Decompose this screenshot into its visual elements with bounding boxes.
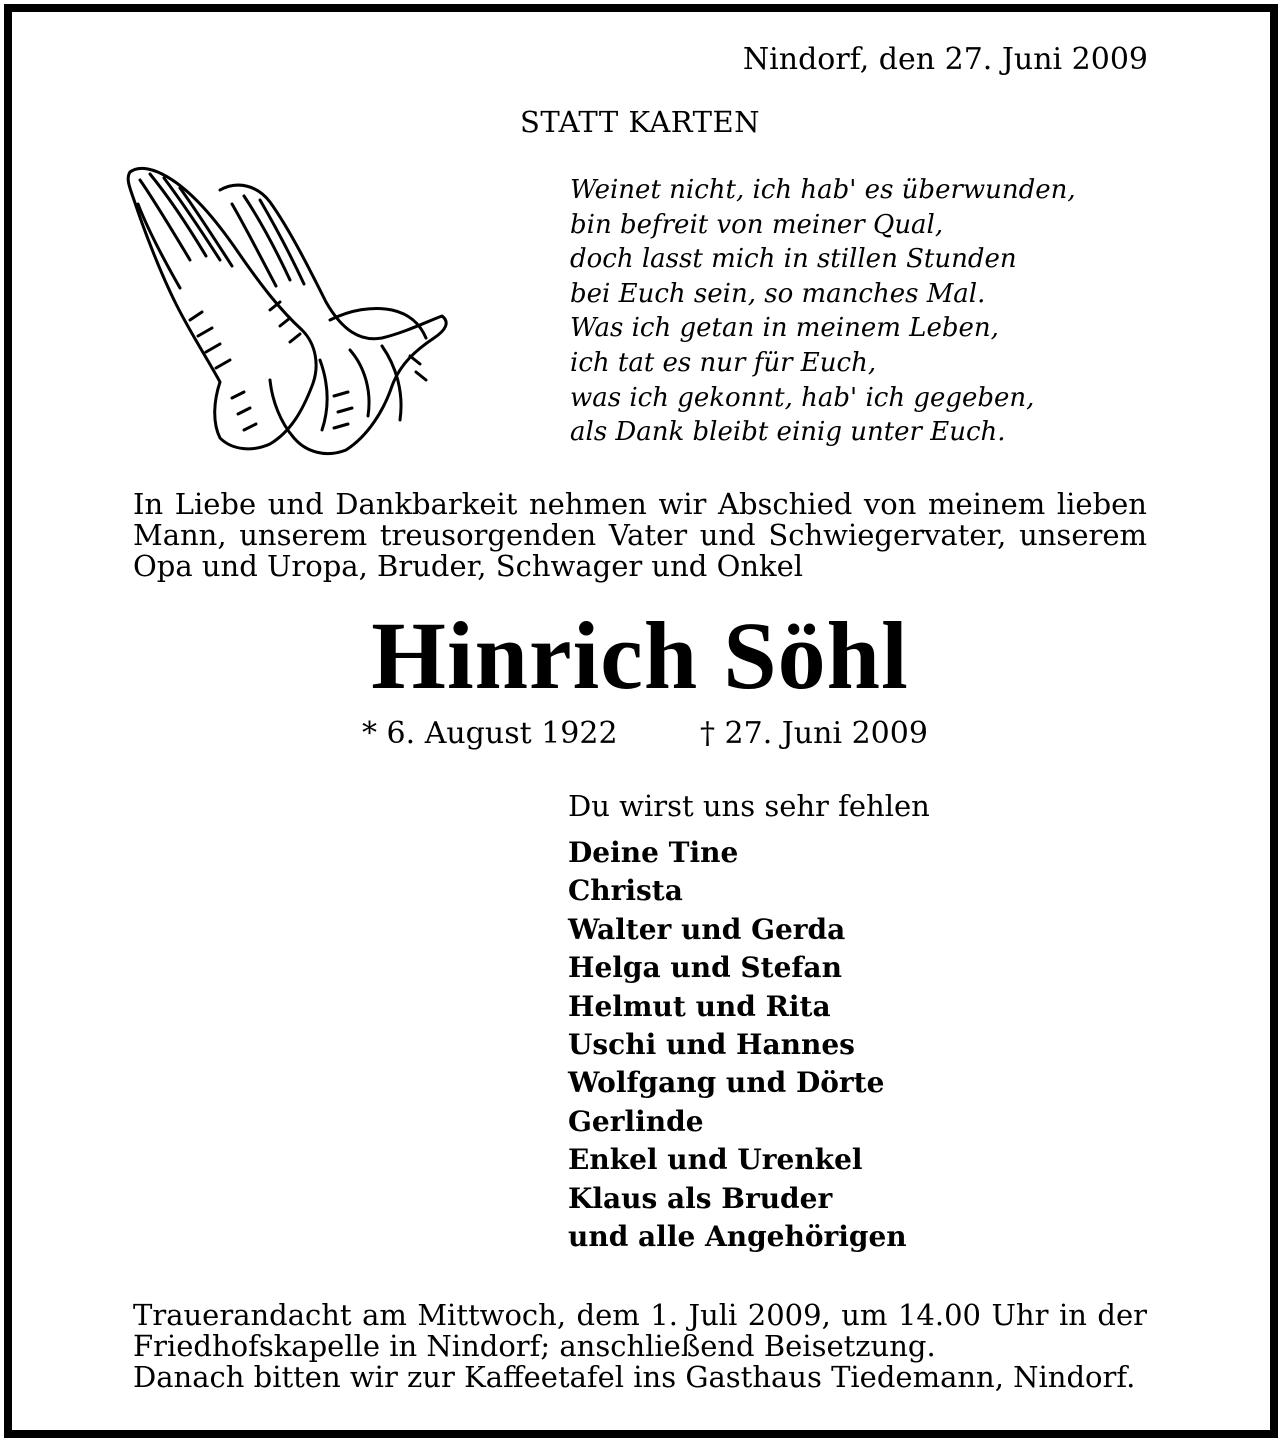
poem-line: doch lasst mich in stillen Stunden: [570, 244, 1017, 275]
mourner-name: Uschi und Hannes: [568, 1028, 855, 1062]
mourner-name: Wolfgang und Dörte: [568, 1066, 885, 1100]
mourner-name: Christa: [568, 874, 683, 908]
praying-hands-icon: [120, 160, 455, 460]
statt-karten-heading: STATT KARTEN: [519, 105, 761, 139]
mourner-name: Klaus als Bruder: [568, 1181, 833, 1215]
farewell-line: Opa und Uropa, Bruder, Schwager und Onkel: [133, 549, 804, 583]
farewell-line: Mann, unserem treusorgenden Vater und Schwiegervater, unserem: [133, 518, 1147, 552]
mourner-name: Gerlinde: [568, 1104, 704, 1138]
farewell-text: [133, 489, 1147, 582]
service-line: Friedhofskapelle in Nindorf; anschließend Beisetzung.: [133, 1329, 936, 1363]
mourners-message: Du wirst uns sehr fehlen: [568, 789, 930, 823]
place-and-date: Nindorf, den 27. Juni 2009: [742, 42, 1148, 77]
mourner-name: Helmut und Rita: [568, 989, 831, 1023]
mourner-name: Helga und Stefan: [568, 951, 842, 985]
poem: [570, 173, 1076, 450]
service-line: Trauerandacht am Mittwoch, dem 1. Juli 2009, um 14.00 Uhr in der: [133, 1298, 1147, 1332]
poem-line: bin befreit von meiner Qual,: [570, 209, 944, 240]
poem-line: Weinet nicht, ich hab' es überwunden,: [570, 175, 1076, 205]
birth-date: * 6. August 1922: [362, 716, 618, 751]
poem-line: bei Euch sein, so manches Mal.: [570, 278, 986, 309]
deceased-name: Hinrich Söhl: [371, 602, 909, 709]
mourner-name: Deine Tine: [568, 836, 739, 869]
service-info: [133, 1300, 1147, 1393]
poem-line: Was ich getan in meinem Leben,: [570, 313, 999, 344]
poem-line: als Dank bleibt einig unter Euch.: [570, 417, 1006, 448]
farewell-line: In Liebe und Dankbarkeit nehmen wir Abschied von meinem lieben: [133, 487, 1147, 521]
service-line: Danach bitten wir zur Kaffeetafel ins Gasthaus Tiedemann, Nindorf.: [133, 1360, 1136, 1394]
mourners-list: [568, 834, 907, 1256]
mourner-name: Enkel und Urenkel: [568, 1143, 863, 1177]
poem-line: ich tat es nur für Euch,: [570, 347, 877, 378]
death-date: † 27. Juni 2009: [700, 716, 928, 751]
mourner-name: und alle Angehörigen: [568, 1220, 907, 1254]
poem-line: was ich gekonnt, hab' ich gegeben,: [570, 382, 1035, 413]
mourner-name: Walter und Gerda: [568, 912, 846, 946]
